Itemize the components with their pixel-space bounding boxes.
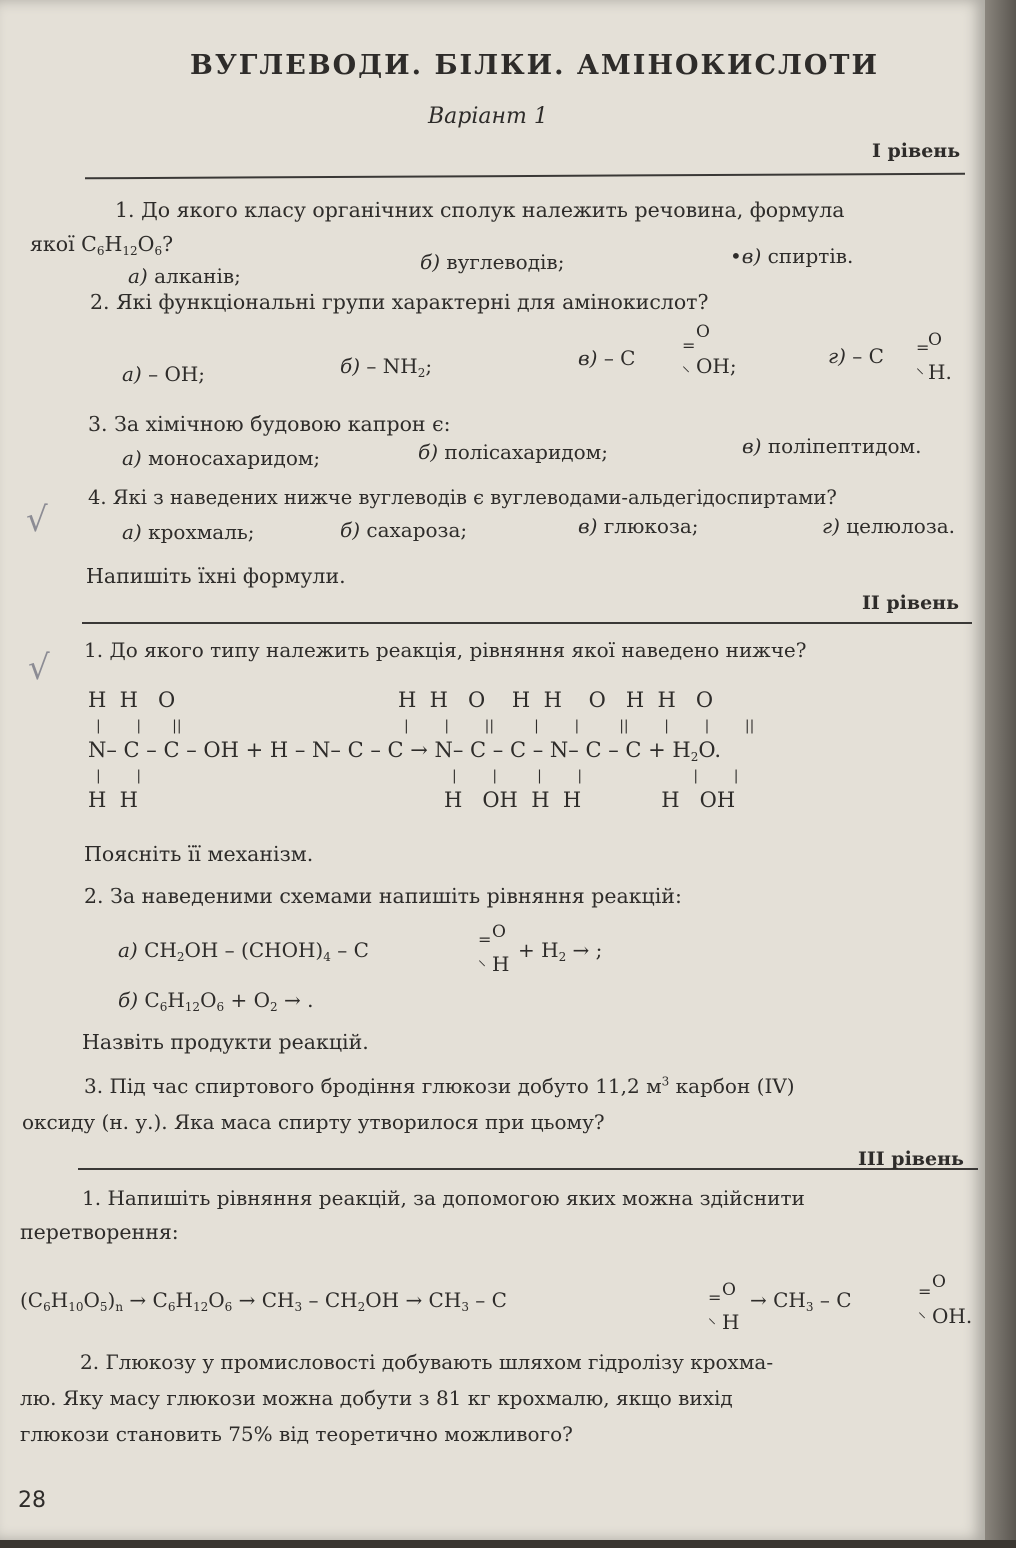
l1-q4-option-d: г) целюлоза.: [822, 514, 956, 538]
l1-q3-option-b: б) полісахаридом;: [418, 440, 608, 464]
l3-q2-line2: лю. Яку масу глюкози можна добути з 81 кг крохмалю, якщо вихід: [20, 1386, 733, 1410]
l1-q1-option-c: •в) спиртів.: [730, 244, 854, 268]
l1-q2-option-d: г) – C O = ⸜ H.: [828, 330, 952, 384]
l3-q1-text: 1. Напишіть рівняння реакцій, за допомогою яких можна здійснити: [82, 1186, 805, 1210]
l2-q2-note: Назвіть продукти реакцій.: [82, 1030, 369, 1054]
l2-q2-scheme-b: б) $C_6H_{12}O_6 + O_2$ → .: [118, 988, 314, 1014]
l1-q2-option-b: $б) - NH_2$;: [340, 354, 433, 380]
level-1-label: I рівень: [872, 140, 961, 162]
l1-q2-option-a: а) – OH;: [122, 362, 206, 386]
l1-q1-option-a: а) алканів;: [128, 264, 241, 288]
l1-q4-option-c: в) глюкоза;: [578, 514, 699, 538]
l1-q4-text: 4. Які з наведених нижче вуглеводів є вуглеводами-альдегідоспиртами?: [88, 486, 837, 509]
l1-q1-formula-line: якої $C_6H_{12}O_6$?: [30, 232, 174, 258]
l2-q3-text-2: оксиду (н. у.). Яка маса спирту утворилося при цьому?: [22, 1110, 605, 1134]
l1-q1-option-b: б) вуглеводів;: [420, 250, 565, 274]
l2-q1-text: 1. До якого типу належить реакція, рівняння якої наведено нижче?: [84, 638, 807, 662]
l1-q4-option-a: а) крохмаль;: [122, 520, 255, 544]
book-edge: [985, 0, 1016, 1548]
l2-q2-scheme-a: а) $CH_2OH$ – $(CHOH)_4$ – C O = ⸜ H + $H_2$ → ;: [118, 922, 603, 976]
l3-q2-line1: 2. Глюкозу у промисловості добувають шляхом гідролізу крохма-: [80, 1350, 774, 1374]
l1-q3-text: 3. За хімічною будовою капрон є:: [88, 412, 451, 436]
l1-q3-option-a: а) моносахаридом;: [122, 446, 321, 470]
l2-q1-note: Поясніть її механізм.: [84, 842, 314, 866]
level-2-label: II рівень: [862, 592, 959, 614]
l3-q2-line3: глюкози становить 75% від теоретично можливого?: [20, 1422, 573, 1446]
level-1-divider: [85, 173, 965, 180]
l1-q2-text: 2. Які функціональні групи характерні для амінокислот?: [90, 290, 709, 314]
l1-q4-note: Напишіть їхні формули.: [86, 564, 346, 588]
l2-q3-text: 3. Під час спиртового бродіння глюкози добуто 11,2 $м^3$ карбон (IV): [84, 1074, 795, 1098]
pencil-check-mark-icon-2: √: [28, 648, 50, 688]
l1-q4-option-b: б) сахароза;: [340, 518, 468, 542]
book-bottom-edge: [0, 1540, 1016, 1548]
page-number: 28: [18, 1488, 46, 1513]
l3-q1-text-2: перетворення:: [20, 1220, 179, 1244]
l1-q2-option-c: в) – C O = ⸜ OH;: [578, 322, 737, 378]
pencil-check-mark-icon: √: [26, 500, 48, 540]
textbook-page: ВУГЛЕВОДИ. БІЛКИ. АМІНОКИСЛОТИ Варіант 1 I рівень 1. До якого класу органічних сполук належить речовина, формула якої $C_6H_{12}O_6$? а) алканів; б) вуглеводів; •в) спиртів. 2. Які функціональні групи характерні для амінокислот? а) – OH; $б) - NH_2$; в) – C O = ⸜ OH; г) – C O = ⸜ H. 3. За хімічною будовою капрон є: а) моносахаридом; б) полісахаридом; в) поліпептидом. √ 4. Які з наведених нижче вуглеводів є вуглеводами-альдегідоспиртами? а) крохмаль; б) сахароза; в) глюкоза; г) целюлоза. Напишіть їхні формули. II рівень √ 1. До якого типу належить реакція, рівняння якої наведено нижче? H H O | | || N– C – C – OH + H – N– C – C → N– C – C – N– $C - C + H_2O$. | | H H H H O H H O H H O | | || | | || | | || | | | | | | H OH H H H OH Поясніть її механізм. 2. За наведеними схемами напишіть рівняння реакцій: а) $CH_2OH$ – $(CHOH)_4$ – C O = ⸜ H + $H_2$ → ; б) $C_6H_{12}O_6 + O_2$ → . Назвіть продукти реакцій. 3. Під час спиртового бродіння глюкози добуто 11,2 $м^3$ карбон (IV) оксиду (н. у.). Яка маса спирту утворилося при цьому? III рівень 1. Напишіть рівняння реакцій, за допомогою яких можна здійснити перетворення: $(C_6H_{10}O_5)_n \to C_6H_{12}O_6 \to CH_3 - CH_2OH \to CH_3 - C$ O = ⸜ H → $CH_3$ – C O = ⸜ OH. 2. Глюкозу у промисловості добувають шляхом гідролізу крохма- лю. Яку масу глюкози можна добути з 81 кг крохмалю, якщо вихід глюкози становить 75% від теоретично можливого? 28: [0, 0, 985, 1540]
l3-q1-transformation-chain: $(C_6H_{10}O_5)_n \to C_6H_{12}O_6 \to CH_3 - CH_2OH \to CH_3 - C$ O = ⸜ H → $CH_3$ – C O = ⸜ OH.: [20, 1272, 973, 1334]
l1-q3-option-c: в) поліпептидом.: [742, 434, 922, 458]
level-3-divider: [78, 1168, 978, 1170]
level-3-label: III рівень: [858, 1148, 964, 1170]
l1-q1-text: 1. До якого класу органічних сполук належить речовина, формула: [115, 198, 845, 222]
variant-label: Варіант 1: [428, 104, 548, 129]
level-2-divider: [82, 622, 972, 624]
l2-q2-text: 2. За наведеними схемами напишіть рівняння реакцій:: [84, 884, 682, 908]
page-title: ВУГЛЕВОДИ. БІЛКИ. АМІНОКИСЛОТИ: [190, 50, 880, 81]
